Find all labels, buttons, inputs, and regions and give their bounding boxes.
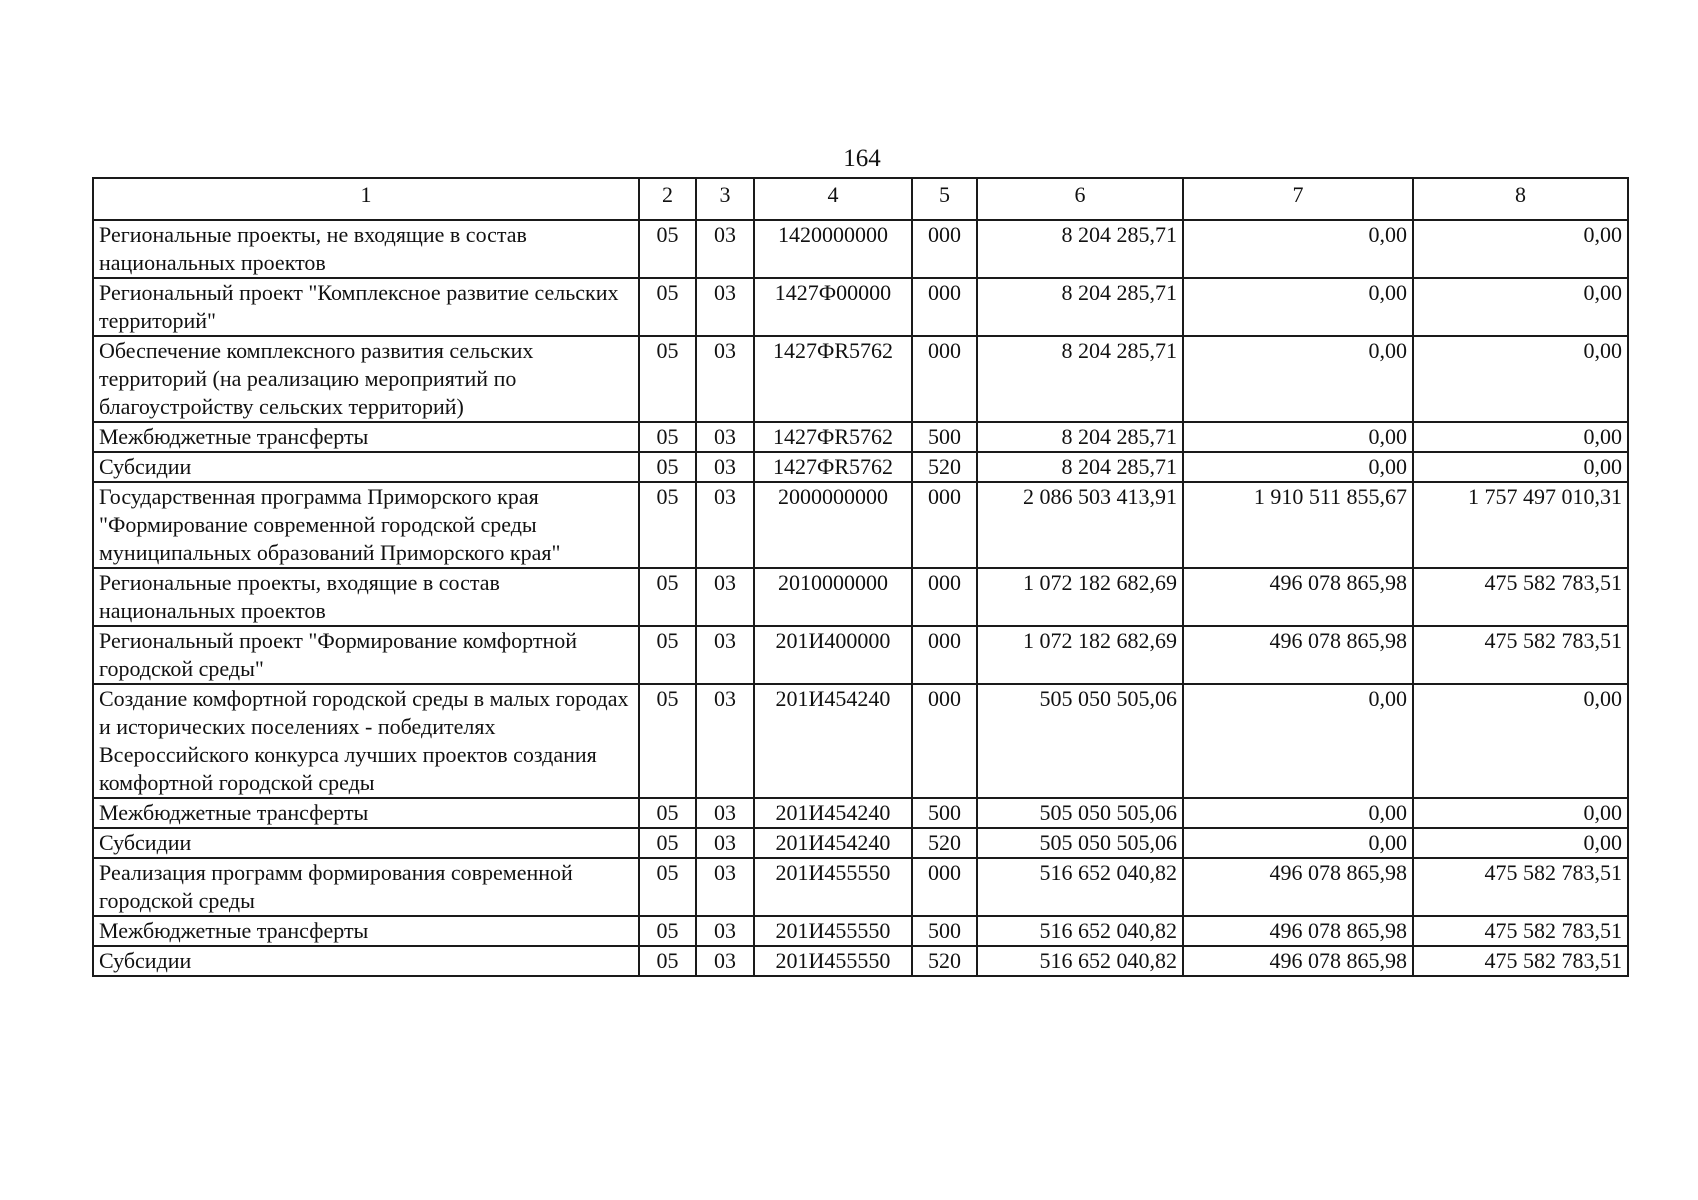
- row-amount-8: 475 582 783,51: [1413, 946, 1628, 976]
- row-amount-6: 505 050 505,06: [977, 798, 1183, 828]
- row-expense-type: 000: [912, 278, 977, 336]
- row-name: Межбюджетные трансферты: [93, 916, 639, 946]
- row-name: Государственная программа Приморского края "Формирование современной городской среды муниципальных образований Приморского края": [93, 482, 639, 568]
- row-target-article: 1427ФR5762: [754, 422, 912, 452]
- row-amount-8: 1 757 497 010,31: [1413, 482, 1628, 568]
- row-subsection: 03: [696, 452, 754, 482]
- row-expense-type: 500: [912, 422, 977, 452]
- row-name: Межбюджетные трансферты: [93, 422, 639, 452]
- row-section: 05: [639, 828, 696, 858]
- row-amount-7: 0,00: [1183, 798, 1413, 828]
- table-row: [93, 336, 1628, 422]
- row-amount-7: 0,00: [1183, 336, 1413, 422]
- row-subsection: 03: [696, 336, 754, 422]
- row-target-article: 2000000000: [754, 482, 912, 568]
- column-header-3: 3: [696, 178, 754, 220]
- row-amount-7: 1 910 511 855,67: [1183, 482, 1413, 568]
- row-target-article: 201И455550: [754, 946, 912, 976]
- row-target-article: 1427ФR5762: [754, 336, 912, 422]
- row-amount-6: 505 050 505,06: [977, 684, 1183, 798]
- row-section: 05: [639, 568, 696, 626]
- table-row: [93, 858, 1628, 916]
- row-section: 05: [639, 798, 696, 828]
- row-amount-8: 0,00: [1413, 336, 1628, 422]
- row-amount-8: 0,00: [1413, 828, 1628, 858]
- row-name: Обеспечение комплексного развития сельских территорий (на реализацию мероприятий по благоустройству сельских территорий): [93, 336, 639, 422]
- row-expense-type: 000: [912, 220, 977, 278]
- row-name: Субсидии: [93, 828, 639, 858]
- row-amount-6: 8 204 285,71: [977, 452, 1183, 482]
- row-amount-6: 516 652 040,82: [977, 858, 1183, 916]
- row-subsection: 03: [696, 916, 754, 946]
- row-subsection: 03: [696, 946, 754, 976]
- row-subsection: 03: [696, 482, 754, 568]
- row-subsection: 03: [696, 828, 754, 858]
- row-expense-type: 520: [912, 452, 977, 482]
- row-target-article: 201И455550: [754, 858, 912, 916]
- row-amount-6: 516 652 040,82: [977, 916, 1183, 946]
- row-subsection: 03: [696, 568, 754, 626]
- row-name: Региональный проект "Формирование комфортной городской среды": [93, 626, 639, 684]
- row-subsection: 03: [696, 798, 754, 828]
- table-row: [93, 220, 1628, 278]
- row-section: 05: [639, 684, 696, 798]
- row-amount-8: 0,00: [1413, 684, 1628, 798]
- column-header-1: 1: [93, 178, 639, 220]
- budget-table: [92, 177, 1629, 977]
- row-expense-type: 000: [912, 482, 977, 568]
- row-amount-7: 496 078 865,98: [1183, 946, 1413, 976]
- column-header-7: 7: [1183, 178, 1413, 220]
- row-target-article: 201И454240: [754, 828, 912, 858]
- row-expense-type: 000: [912, 626, 977, 684]
- table-row: [93, 482, 1628, 568]
- row-amount-7: 0,00: [1183, 278, 1413, 336]
- row-target-article: 1420000000: [754, 220, 912, 278]
- row-target-article: 201И454240: [754, 798, 912, 828]
- header-row: [93, 178, 1628, 220]
- row-section: 05: [639, 422, 696, 452]
- table-row: [93, 916, 1628, 946]
- row-amount-8: 0,00: [1413, 278, 1628, 336]
- row-target-article: 201И454240: [754, 684, 912, 798]
- row-amount-7: 496 078 865,98: [1183, 568, 1413, 626]
- row-amount-6: 8 204 285,71: [977, 220, 1183, 278]
- row-name: Межбюджетные трансферты: [93, 798, 639, 828]
- row-section: 05: [639, 916, 696, 946]
- row-section: 05: [639, 482, 696, 568]
- table-row: [93, 684, 1628, 798]
- column-header-6: 6: [977, 178, 1183, 220]
- row-amount-8: 0,00: [1413, 452, 1628, 482]
- row-name: Субсидии: [93, 452, 639, 482]
- table-row: [93, 452, 1628, 482]
- row-amount-6: 8 204 285,71: [977, 336, 1183, 422]
- row-amount-8: 0,00: [1413, 220, 1628, 278]
- table-row: [93, 626, 1628, 684]
- row-target-article: 1427Ф00000: [754, 278, 912, 336]
- row-amount-7: 0,00: [1183, 684, 1413, 798]
- column-header-5: 5: [912, 178, 977, 220]
- row-amount-8: 475 582 783,51: [1413, 568, 1628, 626]
- row-target-article: 1427ФR5762: [754, 452, 912, 482]
- row-expense-type: 520: [912, 828, 977, 858]
- table-row: [93, 828, 1628, 858]
- row-amount-6: 2 086 503 413,91: [977, 482, 1183, 568]
- row-name: Реализация программ формирования современной городской среды: [93, 858, 639, 916]
- row-expense-type: 000: [912, 568, 977, 626]
- row-amount-6: 1 072 182 682,69: [977, 568, 1183, 626]
- column-header-8: 8: [1413, 178, 1628, 220]
- row-amount-6: 8 204 285,71: [977, 422, 1183, 452]
- row-name: Региональные проекты, входящие в состав национальных проектов: [93, 568, 639, 626]
- row-name: Создание комфортной городской среды в малых городах и исторических поселениях - победителях Всероссийского конкурса лучших проектов создания комфортной городской среды: [93, 684, 639, 798]
- row-target-article: 2010000000: [754, 568, 912, 626]
- row-target-article: 201И400000: [754, 626, 912, 684]
- row-amount-8: 475 582 783,51: [1413, 858, 1628, 916]
- row-expense-type: 000: [912, 684, 977, 798]
- row-subsection: 03: [696, 422, 754, 452]
- page-number: 164: [843, 145, 881, 172]
- row-amount-7: 0,00: [1183, 452, 1413, 482]
- row-section: 05: [639, 452, 696, 482]
- column-header-2: 2: [639, 178, 696, 220]
- row-subsection: 03: [696, 220, 754, 278]
- row-target-article: 201И455550: [754, 916, 912, 946]
- row-amount-8: 475 582 783,51: [1413, 916, 1628, 946]
- table-row: [93, 946, 1628, 976]
- row-expense-type: 500: [912, 916, 977, 946]
- column-header-4: 4: [754, 178, 912, 220]
- row-amount-7: 496 078 865,98: [1183, 626, 1413, 684]
- row-subsection: 03: [696, 684, 754, 798]
- row-amount-7: 496 078 865,98: [1183, 916, 1413, 946]
- row-name: Субсидии: [93, 946, 639, 976]
- row-subsection: 03: [696, 278, 754, 336]
- row-name: Региональный проект "Комплексное развитие сельских территорий": [93, 278, 639, 336]
- row-section: 05: [639, 858, 696, 916]
- table-row: [93, 798, 1628, 828]
- row-amount-6: 505 050 505,06: [977, 828, 1183, 858]
- row-amount-7: 496 078 865,98: [1183, 858, 1413, 916]
- row-subsection: 03: [696, 858, 754, 916]
- row-expense-type: 520: [912, 946, 977, 976]
- row-section: 05: [639, 946, 696, 976]
- row-amount-6: 8 204 285,71: [977, 278, 1183, 336]
- table-row: [93, 278, 1628, 336]
- row-amount-7: 0,00: [1183, 828, 1413, 858]
- row-expense-type: 000: [912, 858, 977, 916]
- row-amount-6: 1 072 182 682,69: [977, 626, 1183, 684]
- table-row: [93, 422, 1628, 452]
- row-expense-type: 000: [912, 336, 977, 422]
- row-amount-6: 516 652 040,82: [977, 946, 1183, 976]
- row-amount-8: 0,00: [1413, 798, 1628, 828]
- row-section: 05: [639, 336, 696, 422]
- row-section: 05: [639, 278, 696, 336]
- table-row: [93, 568, 1628, 626]
- row-section: 05: [639, 220, 696, 278]
- row-amount-7: 0,00: [1183, 422, 1413, 452]
- row-amount-8: 475 582 783,51: [1413, 626, 1628, 684]
- row-expense-type: 500: [912, 798, 977, 828]
- row-name: Региональные проекты, не входящие в состав национальных проектов: [93, 220, 639, 278]
- row-section: 05: [639, 626, 696, 684]
- row-amount-7: 0,00: [1183, 220, 1413, 278]
- row-amount-8: 0,00: [1413, 422, 1628, 452]
- row-subsection: 03: [696, 626, 754, 684]
